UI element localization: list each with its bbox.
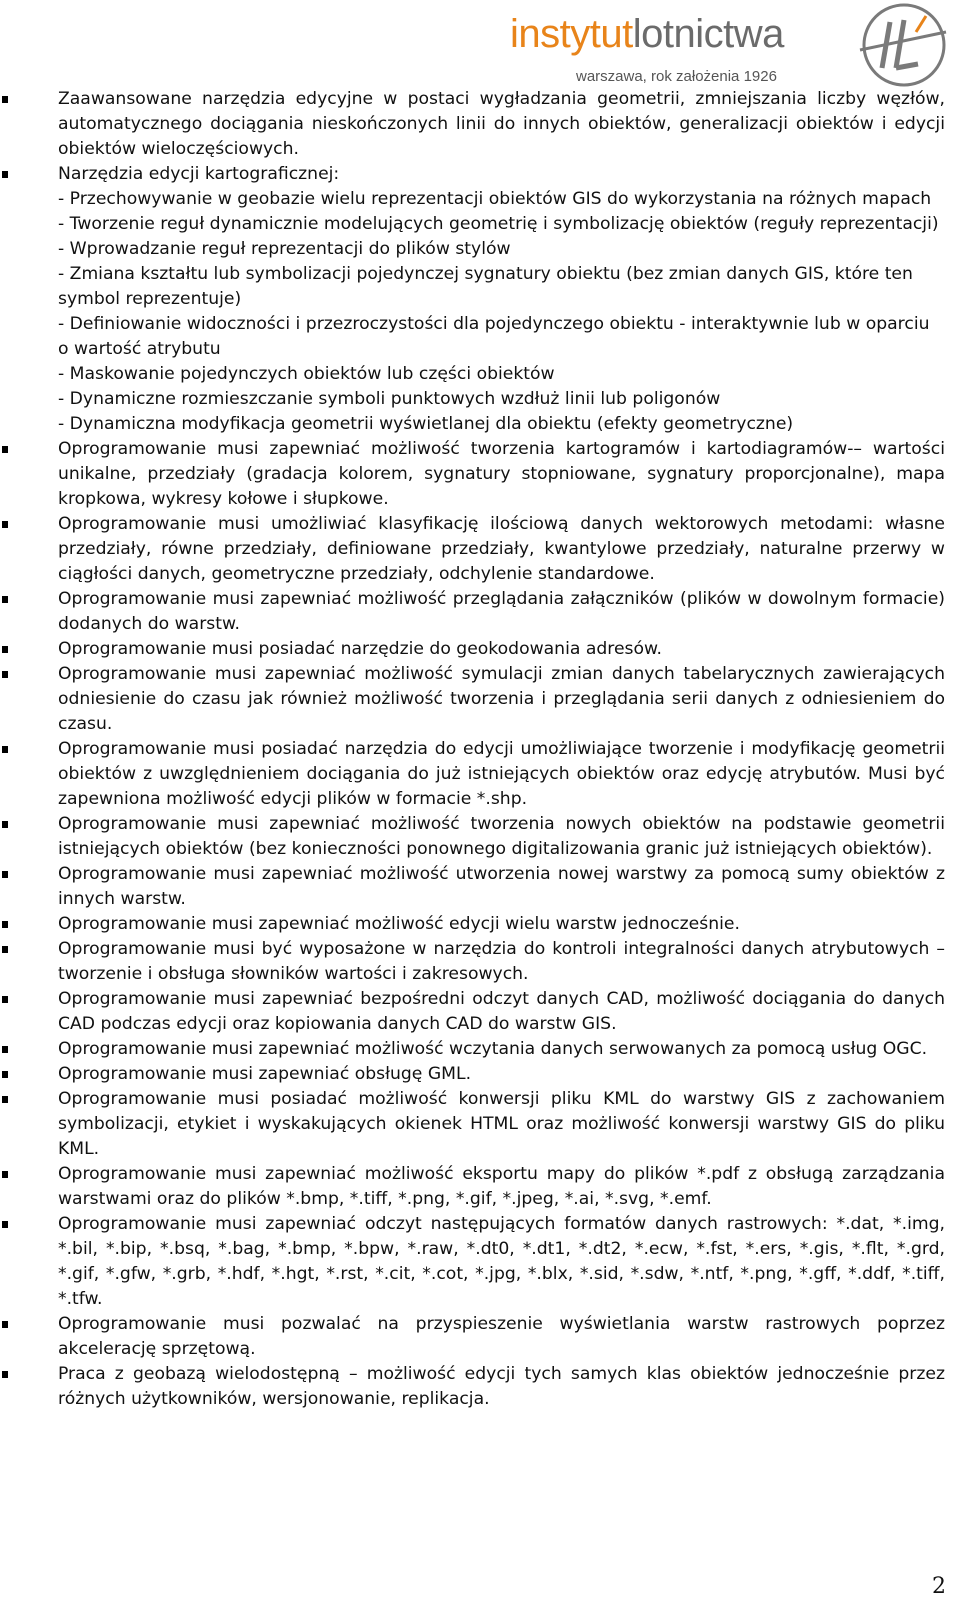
sub-item-line: - Dynamiczne rozmieszczanie symboli punktowych wzdłuż linii lub poligonów [58,389,721,409]
page-number: 2 [932,1574,946,1599]
list-item [0,637,960,662]
list-item-text: Praca z geobazą wielodostępną – możliwość edycji tych samych klas obiektów jednocześnie przez różnych użytkowników, wersjonowanie, replikacja. [58,1364,945,1409]
square-bullet-icon [2,1221,8,1228]
square-bullet-icon [2,871,8,878]
list-item [0,1312,960,1362]
list-item-text: Narzędzia edycji kartograficznej: [58,164,340,184]
list-item [0,1162,960,1212]
square-bullet-icon [2,1046,8,1053]
list-item-text: Oprogramowanie musi zapewniać możliwość tworzenia nowych obiektów na podstawie geometrii istniejących obiektów (bez konieczności ponownego digitalizowania granic już istniejących obiektów). [58,814,945,859]
list-item [0,512,960,587]
list-item [0,1362,960,1412]
list-item [0,912,960,937]
list-item [0,812,960,862]
square-bullet-icon [2,446,8,453]
list-item-text: Oprogramowanie musi zapewniać możliwość edycji wielu warstw jednocześnie. [58,914,740,934]
square-bullet-icon [2,1171,8,1178]
square-bullet-icon [2,1321,8,1328]
square-bullet-icon [2,821,8,828]
list-item-text: Oprogramowanie musi zapewniać możliwość przeglądania załączników (plików w dowolnym formacie) dodanych do warstw. [58,589,945,634]
list-item-text: Zaawansowane narzędzia edycyjne w postaci wygładzania geometrii, zmniejszania liczby węzłów, automatycznego dociągania nieskończonych linii do innych obiektów, generalizacji obiektów i edycji obiektów wieloczęściowych. [58,89,945,159]
list-item [0,937,960,987]
square-bullet-icon [2,746,8,753]
list-item-text: Oprogramowanie musi zapewniać możliwość wczytania danych serwowanych za pomocą usług OGC. [58,1039,928,1059]
square-bullet-icon [2,1071,8,1078]
square-bullet-icon [2,996,8,1003]
square-bullet-icon [2,96,8,103]
list-item [0,737,960,812]
square-bullet-icon [2,921,8,928]
list-item [0,1037,960,1062]
list-item-text: Oprogramowanie musi zapewniać odczyt następujących formatów danych rastrowych: *.dat, *.img, *.bil, *.bip, *.bsq, *.bag, *.bmp, *.bpw, *.raw, *.dt0, *.dt1, *.dt2, *.ecw, *.fst, *.ers, *.gis, *.flt, *.grd, *.gif, *.gfw, *.grb, *.hdf, *.hgt, *.rst, *.cit, *.cot, *.jpg, *.blx, *.sid, *.sdw, *.ntf, *.png, *.gff, *.ddf, *.tiff, *.tfw. [58,1214,945,1309]
sub-item-line: - Wprowadzanie reguł reprezentacji do plików stylów [58,239,511,259]
logo-subtitle: warszawa, rok założenia 1926 [576,68,777,85]
list-item-text: Oprogramowanie musi zapewniać możliwość utworzenia nowej warstwy za pomocą sumy obiektów z innych warstw. [58,864,945,909]
list-item [0,862,960,912]
square-bullet-icon [2,596,8,603]
logo-part-lotnictwa: lotnictwa [632,12,784,56]
sub-item-line: - Przechowywanie w geobazie wielu reprezentacji obiektów GIS do wykorzystania na różnych mapach [58,189,932,209]
aviation-institute-emblem-icon [846,2,952,88]
list-item-text: Oprogramowanie musi posiadać narzędzie do geokodowania adresów. [58,639,662,659]
list-item [0,662,960,737]
list-item-text: Oprogramowanie musi być wyposażone w narzędzia do kontroli integralności danych atrybutowych –tworzenie i obsługa słowników wartości i zakresowych. [58,939,945,984]
institute-logo-wordmark [510,14,784,54]
list-item-text: Oprogramowanie musi zapewniać bezpośredni odczyt danych CAD, możliwość dociągania do danych CAD podczas edycji oraz kopiowania danych CAD do warstw GIS. [58,989,945,1034]
square-bullet-icon [2,521,8,528]
square-bullet-icon [2,1371,8,1378]
list-item [0,162,960,437]
list-item [0,1062,960,1087]
list-item [0,1212,960,1312]
sub-item-line: - Zmiana kształtu lub symbolizacji pojedynczej sygnatury obiektu (bez zmian danych GIS, które ten symbol reprezentuje) [58,264,913,309]
list-item-text: Oprogramowanie musi posiadać możliwość konwersji pliku KML do warstwy GIS z zachowaniem symbolizacji, etykiet i wyskakujących okienek HTML oraz możliwość konwersji warstwy GIS do pliku KML. [58,1089,945,1159]
list-item-text: Oprogramowanie musi zapewniać możliwość tworzenia kartogramów i kartodiagramów-– wartości unikalne, przedziały (gradacja kolorem, sygnatury stopniowane, sygnatury proporcjonalne), mapa kropkowa, wykresy kołowe i słupkowe. [58,439,945,509]
square-bullet-icon [2,671,8,678]
requirements-list [0,87,960,1412]
list-item-text: Oprogramowanie musi posiadać narzędzia do edycji umożliwiające tworzenie i modyfikację geometrii obiektów z uwzględnieniem dociągania do już istniejących obiektów oraz edycję atrybutów. Musi być zapewniona możliwość edycji plików w formacie *.shp. [58,739,945,809]
list-item-text: Oprogramowanie musi zapewniać możliwość eksportu mapy do plików *.pdf z obsługą zarządzania warstwami oraz do plików *.bmp, *.tiff, *.png, *.gif, *.jpeg, *.ai, *.svg, *.emf. [58,1164,945,1209]
list-item [0,1087,960,1162]
square-bullet-icon [2,171,8,178]
square-bullet-icon [2,646,8,653]
list-item-text: Oprogramowanie musi pozwalać na przyspieszenie wyświetlania warstw rastrowych poprzez akcelerację sprzętową. [58,1314,945,1359]
list-item-text: Oprogramowanie musi zapewniać obsługę GML. [58,1064,472,1084]
page-header [490,0,960,90]
sub-item-line: - Dynamiczna modyfikacja geometrii wyświetlanej dla obiektu (efekty geometryczne) [58,414,794,434]
list-item [0,437,960,512]
square-bullet-icon [2,946,8,953]
sub-item-line: - Definiowanie widoczności i przezroczystości dla pojedynczego obiektu - interaktywnie lub w oparciu o wartość atrybutu [58,314,930,359]
list-item-text: Oprogramowanie musi zapewniać możliwość symulacji zmian danych tabelarycznych zawierających odniesienie do czasu jak również możliwość tworzenia i przeglądania serii danych z odniesieniem do czasu. [58,664,945,734]
list-item [0,987,960,1037]
square-bullet-icon [2,1096,8,1103]
list-item-text: Oprogramowanie musi umożliwiać klasyfikację ilościową danych wektorowych metodami: własne przedziały, równe przedziały, definiowane przedziały, kwantylowe przedziały, naturalne przerwy w ciągłości danych, geometryczne przedziały, odchylenie standardowe. [58,514,945,584]
list-item [0,87,960,162]
list-item [0,587,960,637]
logo-part-instytut: instytut [510,12,633,56]
sub-item-line: - Maskowanie pojedynczych obiektów lub części obiektów [58,364,555,384]
sub-item-line: - Tworzenie reguł dynamicznie modelujących geometrię i symbolizację obiektów (reguły reprezentacji) [58,214,939,234]
